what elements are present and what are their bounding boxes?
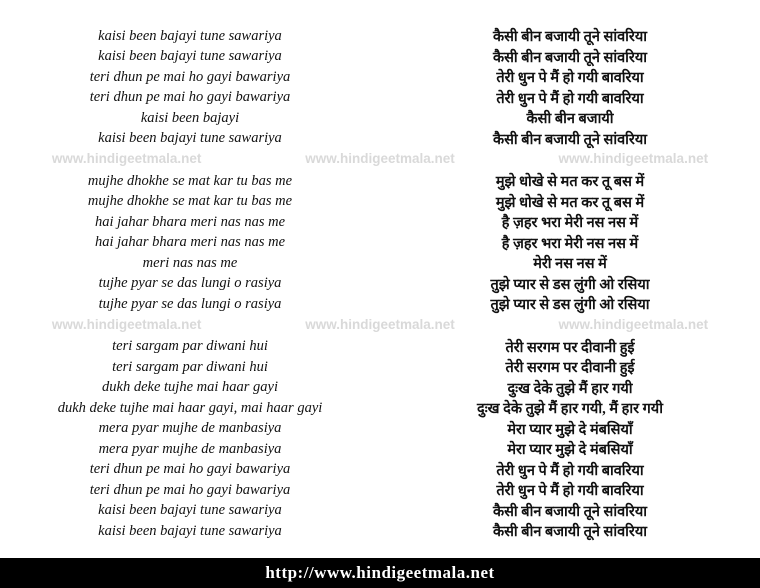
lyric-roman: kaisi been bajayi tune sawariya	[98, 522, 282, 539]
lyric-devanagari: तेरी सरगम पर दीवानी हुई	[505, 339, 635, 356]
lyric-devanagari: तेरी धुन पे मैं हो गयी बावरिया	[496, 462, 644, 479]
lyric-line	[0, 88, 760, 109]
lyric-roman: teri dhun pe mai ho gayi bawariya	[89, 68, 291, 85]
lyric-devanagari: कैसी बीन बजायी तूने सांवरिया	[492, 29, 648, 46]
lyric-devanagari: मेरी नस नस में	[533, 256, 607, 273]
lyric-roman: mujhe dhokhe se mat kar tu bas me	[87, 172, 293, 189]
stanza-gap	[0, 542, 760, 555]
lyric-roman: hai jahar bhara meri nas nas me	[94, 213, 286, 230]
stanza	[0, 171, 760, 315]
lyric-devanagari: तेरी सरगम पर दीवानी हुई	[505, 360, 635, 377]
lyric-line	[0, 439, 760, 460]
lyric-line	[0, 253, 760, 274]
lyric-roman: kaisi been bajayi tune sawariya	[98, 130, 282, 147]
lyric-roman: mera pyar mujhe de manbasiya	[98, 420, 282, 437]
watermark-row	[0, 149, 760, 171]
lyric-roman: kaisi been bajayi	[140, 109, 240, 126]
footer-bar	[0, 558, 760, 588]
lyric-line	[0, 419, 760, 440]
lyric-roman: teri dhun pe mai ho gayi bawariya	[89, 461, 291, 478]
lyric-roman: mera pyar mujhe de manbasiya	[98, 440, 282, 457]
lyric-line	[0, 398, 760, 419]
lyric-devanagari: तुझे प्यार से डस लुंगी ओ रसिया	[490, 276, 650, 293]
lyric-devanagari: मेरा प्यार मुझे दे मंबसियाँ	[507, 442, 633, 459]
lyric-line	[0, 171, 760, 192]
lyric-line	[0, 521, 760, 542]
lyric-devanagari: तेरी धुन पे मैं हो गयी बावरिया	[496, 70, 644, 87]
watermark-text: www.hindigeetmala.net	[51, 151, 202, 166]
watermark-row	[0, 315, 760, 337]
lyric-roman: kaisi been bajayi tune sawariya	[98, 27, 282, 44]
lyric-roman: tujhe pyar se das lungi o rasiya	[98, 275, 282, 292]
lyric-line	[0, 192, 760, 213]
lyric-devanagari: कैसी बीन बजायी	[526, 111, 614, 128]
lyric-devanagari: कैसी बीन बजायी तूने सांवरिया	[492, 503, 648, 520]
lyric-roman: hai jahar bhara meri nas nas me	[94, 234, 286, 251]
lyric-line	[0, 47, 760, 68]
lyric-devanagari: तुझे प्यार से डस लुंगी ओ रसिया	[490, 297, 650, 314]
lyric-devanagari: कैसी बीन बजायी तूने सांवरिया	[492, 524, 648, 541]
watermark-strip	[0, 151, 760, 166]
stanza	[0, 337, 760, 542]
lyric-line	[0, 233, 760, 254]
lyric-devanagari: तेरी धुन पे मैं हो गयी बावरिया	[496, 90, 644, 107]
lyric-line	[0, 337, 760, 358]
lyric-line	[0, 108, 760, 129]
lyric-line	[0, 460, 760, 481]
lyric-roman: teri sargam par diwani hui	[112, 338, 268, 355]
lyric-devanagari: दुःख देके तुझे मैं हार गयी, मैं हार गयी	[477, 401, 663, 418]
lyric-line	[0, 212, 760, 233]
lyric-devanagari: कैसी बीन बजायी तूने सांवरिया	[492, 131, 648, 148]
watermark-strip	[0, 317, 760, 332]
lyric-devanagari: कैसी बीन बजायी तूने सांवरिया	[492, 49, 648, 66]
lyric-line	[0, 480, 760, 501]
lyric-devanagari: मुझे धोखे से मत कर तू बस में	[495, 174, 645, 191]
watermark-text: www.hindigeetmala.net	[51, 316, 202, 332]
watermark-text: www.hindigeetmala.net	[558, 316, 709, 332]
site-url[interactable]: http://www.hindigeetmala.net	[265, 563, 495, 582]
lyric-line	[0, 501, 760, 522]
lyric-line	[0, 67, 760, 88]
lyric-devanagari: दुःख देके तुझे मैं हार गयी	[507, 380, 633, 397]
lyric-roman: teri sargam par diwani hui	[112, 358, 268, 375]
lyric-line	[0, 26, 760, 47]
lyric-roman: meri nas nas me	[142, 254, 238, 271]
lyric-line	[0, 378, 760, 399]
lyric-roman: teri dhun pe mai ho gayi bawariya	[89, 89, 291, 106]
lyric-roman: tujhe pyar se das lungi o rasiya	[98, 295, 282, 312]
lyric-roman: teri dhun pe mai ho gayi bawariya	[89, 481, 291, 498]
lyric-devanagari: मुझे धोखे से मत कर तू बस में	[495, 194, 645, 211]
lyric-devanagari: है ज़हर भरा मेरी नस नस में	[501, 215, 639, 232]
watermark-text: www.hindigeetmala.net	[558, 151, 709, 166]
top-spacer	[0, 0, 760, 26]
lyric-line	[0, 294, 760, 315]
lyric-devanagari: तेरी धुन पे मैं हो गयी बावरिया	[496, 483, 644, 500]
lyric-roman: kaisi been bajayi tune sawariya	[98, 502, 282, 519]
lyric-devanagari: मेरा प्यार मुझे दे मंबसियाँ	[507, 421, 633, 438]
lyric-line	[0, 274, 760, 295]
stanza-container	[0, 26, 760, 555]
lyric-devanagari: है ज़हर भरा मेरी नस नस में	[501, 235, 639, 252]
watermark-text: www.hindigeetmala.net	[305, 151, 455, 166]
lyric-roman: kaisi been bajayi tune sawariya	[98, 48, 282, 65]
watermark-text: www.hindigeetmala.net	[305, 316, 455, 332]
lyric-roman: mujhe dhokhe se mat kar tu bas me	[87, 193, 293, 210]
lyric-line	[0, 129, 760, 150]
lyric-roman: dukh deke tujhe mai haar gayi	[102, 379, 278, 396]
lyric-roman: dukh deke tujhe mai haar gayi, mai haar gayi	[57, 399, 323, 416]
lyric-line	[0, 357, 760, 378]
stanza	[0, 26, 760, 149]
